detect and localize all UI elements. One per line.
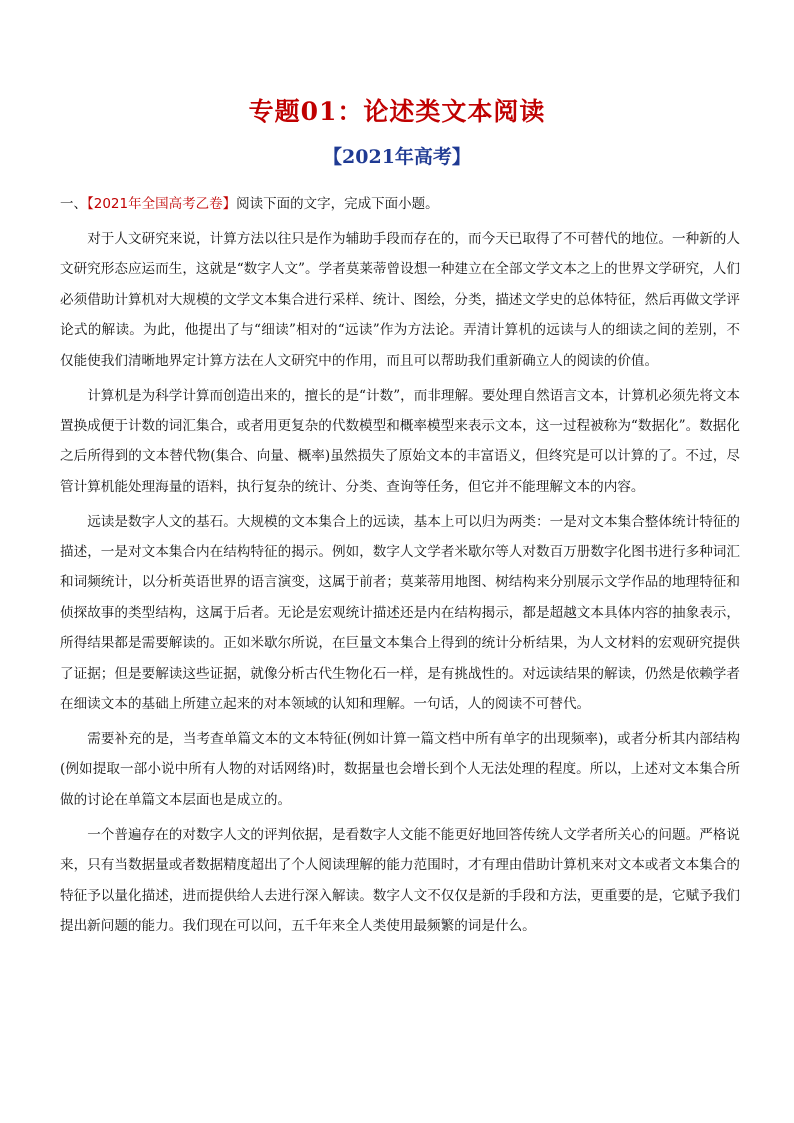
page-title: 专题01：论述类文本阅读: [248, 97, 546, 126]
question-number: 一、: [60, 196, 87, 212]
page-subtitle: 【2021年高考】: [323, 146, 471, 168]
passage-paragraph-2: 计算机是为科学计算而创造出来的，擅长的是“计数”，而非理解。要处理自然语言文本，计算机必须先将文本置换成便于计数的词汇集合，或者用更复杂的代数模型和概率模型来表示文本，这一过程被称为“数据化”。数据化之后所得到的文本替代物(集合、向量、概率)虽然损失了原始文本的丰富语义，但终究是可以计算的了。不过，尽管计算机能处理海量的语料，执行复杂的统计、分类、查询等任务，但它并不能理解文本的内容。: [60, 387, 740, 495]
passage-paragraph-1: 对于人文研究来说，计算方法以往只是作为辅助手段而存在的，而今天已取得了不可替代的地位。一种新的人文研究形态应运而生，这就是“数字人文”。学者莫莱蒂曾设想一种建立在全部文学文本之上的世界文学研究，人们必须借助计算机对大规模的文学文本集合进行采样、统计、图绘，分类，描述文学史的总体特征，然后再做文学评论式的解读。为此，他提出了与“细读”相对的“远读”作为方法论。弄清计算机的远读与人的细读之间的差别，不仅能使我们清晰地界定计算方法在人文研究中的作用，而且可以帮助我们重新确立人的阅读的价值。: [60, 231, 740, 369]
passage-body: [60, 224, 740, 946]
passage-paragraph-5: 一个普遍存在的对数字人文的评判依据，是看数字人文能不能更好地回答传统人文学者所关心的问题。严格说来，只有当数据量或者数据精度超出了个人阅读理解的能力范围时，才有理由借助计算机来对文本或者文本集合的特征予以量化描述，进而提供给人去进行深入解读。数字人文不仅仅是新的手段和方法，更重要的是，它赋予我们提出新问题的能力。我们现在可以问，五千年来全人类使用最频繁的词是什么。: [60, 826, 740, 934]
question-heading: [60, 193, 740, 215]
question-instruction: 阅读下面的文字，完成下面小题。: [236, 196, 439, 212]
passage-paragraph-3: 远读是数字人文的基石。大规模的文本集合上的远读，基本上可以归为两类：一是对文本集合整体统计特征的描述，一是对文本集合内在结构特征的揭示。例如，数字人文学者米歇尔等人对数百万册数字化图书进行多种词汇和词频统计，以分析英语世界的语言演变，这属于前者；莫莱蒂用地图、树结构来分别展示文学作品的地理特征和侦探故事的类型结构，这属于后者。无论是宏观统计描述还是内在结构揭示，都是超越文本具体内容的抽象表示，所得结果都是需要解读的。正如米歇尔所说，在巨量文本集合上得到的统计分析结果，为人文材料的宏观研究提供了证据；但是要解读这些证据，就像分析古代生物化石一样，是有挑战性的。对远读结果的解读，仍然是依赖学者在细读文本的基础上所建立起来的对本领域的认知和理解。一句话，人的阅读不可替代。: [60, 513, 740, 713]
question-source: 【2021年全国高考乙卷】: [87, 196, 237, 212]
passage-paragraph-4: 需要补充的是，当考查单篇文本的文本特征(例如计算一篇文档中所有单字的出现频率)，或者分析其内部结构(例如提取一部小说中所有人物的对话网络)时，数据量也会增长到个人无法处理的程度。所以，上述对文本集合所做的讨论在单篇文本层面也是成立的。: [60, 731, 740, 808]
